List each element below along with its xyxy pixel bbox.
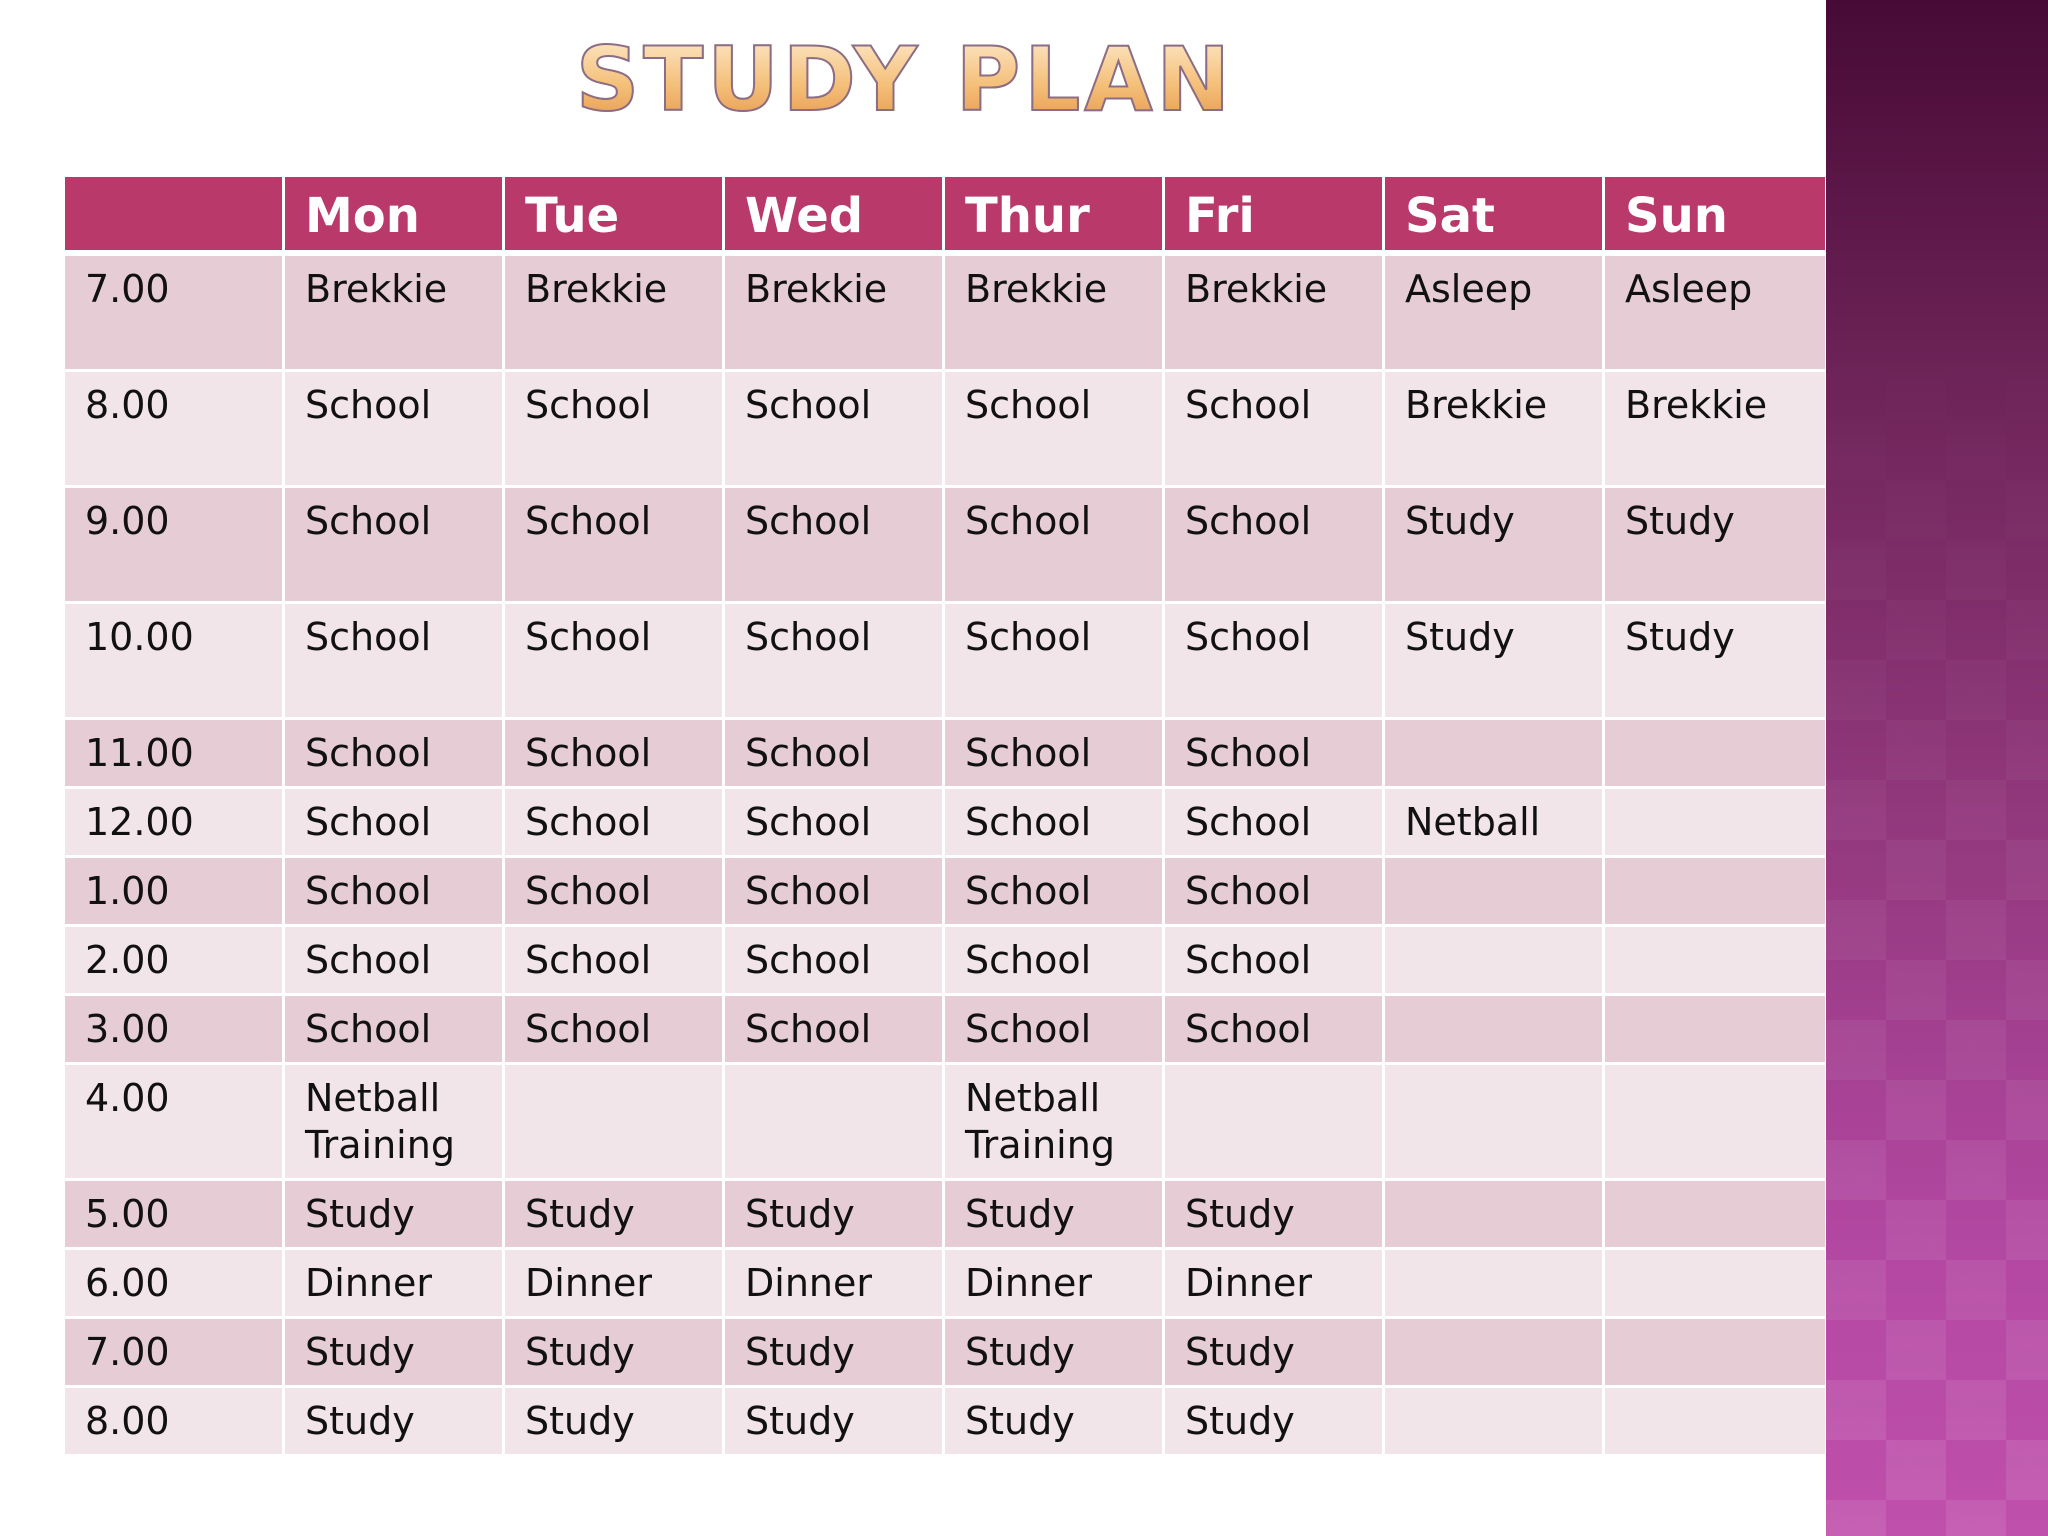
table-cell: School xyxy=(1165,858,1385,927)
page-title: STUDY PLAN xyxy=(0,36,1810,124)
table-cell xyxy=(725,1065,945,1181)
table-cell: Study xyxy=(725,1388,945,1457)
table-cell: School xyxy=(945,720,1165,789)
table-cell: Brekkie xyxy=(285,256,505,372)
table-cell: School xyxy=(725,858,945,927)
table-cell: Netball xyxy=(1385,789,1605,858)
table-cell xyxy=(1605,927,1825,996)
time-cell: 8.00 xyxy=(65,1388,285,1457)
table-cell: Brekkie xyxy=(1605,372,1825,488)
table-cell: Study xyxy=(945,1181,1165,1250)
table-cell: School xyxy=(505,720,725,789)
table-cell: Study xyxy=(1605,488,1825,604)
table-cell: School xyxy=(285,996,505,1065)
time-cell: 11.00 xyxy=(65,720,285,789)
table-cell: Brekkie xyxy=(1385,372,1605,488)
table-cell: School xyxy=(725,372,945,488)
table-cell: School xyxy=(945,927,1165,996)
table-cell xyxy=(1605,1181,1825,1250)
table-cell: School xyxy=(725,789,945,858)
header-cell-thur: Thur xyxy=(945,177,1165,256)
table-cell xyxy=(1385,996,1605,1065)
table-cell xyxy=(1385,927,1605,996)
table-cell: School xyxy=(945,604,1165,720)
table-cell: School xyxy=(505,858,725,927)
study-plan-table xyxy=(65,177,1824,1457)
table-cell: Study xyxy=(1165,1181,1385,1250)
table-cell: School xyxy=(1165,720,1385,789)
table-cell: School xyxy=(505,604,725,720)
time-cell: 7.00 xyxy=(65,1319,285,1388)
time-cell: 1.00 xyxy=(65,858,285,927)
table-cell xyxy=(1605,1388,1825,1457)
table-cell: Study xyxy=(725,1319,945,1388)
table-cell: School xyxy=(1165,996,1385,1065)
table-cell: Study xyxy=(945,1388,1165,1457)
table-cell: School xyxy=(285,720,505,789)
table-cell xyxy=(1605,720,1825,789)
table-cell xyxy=(1605,996,1825,1065)
table-cell xyxy=(1385,720,1605,789)
table-cell: School xyxy=(285,372,505,488)
header-cell-tue: Tue xyxy=(505,177,725,256)
table-cell: Dinner xyxy=(945,1250,1165,1319)
time-cell: 6.00 xyxy=(65,1250,285,1319)
table-cell xyxy=(1385,1181,1605,1250)
table-cell: School xyxy=(285,604,505,720)
table-cell xyxy=(1385,1250,1605,1319)
table-cell: School xyxy=(505,789,725,858)
table-cell: Dinner xyxy=(1165,1250,1385,1319)
table-cell: Study xyxy=(285,1388,505,1457)
table-cell: Study xyxy=(1165,1319,1385,1388)
table-cell: Brekkie xyxy=(725,256,945,372)
time-cell: 10.00 xyxy=(65,604,285,720)
table-cell: School xyxy=(1165,488,1385,604)
time-cell: 8.00 xyxy=(65,372,285,488)
table-cell: School xyxy=(945,488,1165,604)
time-cell: 12.00 xyxy=(65,789,285,858)
table-cell: Study xyxy=(725,1181,945,1250)
table-cell xyxy=(1605,1319,1825,1388)
table-cell: Netball Training xyxy=(285,1065,505,1181)
table-cell: School xyxy=(285,858,505,927)
table-cell: Study xyxy=(1385,604,1605,720)
table-cell: Study xyxy=(285,1181,505,1250)
table-cell: School xyxy=(725,604,945,720)
table-cell: Study xyxy=(1165,1388,1385,1457)
table-cell xyxy=(1605,1250,1825,1319)
table-cell xyxy=(1385,1065,1605,1181)
table-cell: School xyxy=(505,488,725,604)
table-cell: School xyxy=(945,858,1165,927)
table-cell: School xyxy=(505,927,725,996)
table-cell xyxy=(1605,1065,1825,1181)
table-cell: Study xyxy=(505,1388,725,1457)
table-cell: Dinner xyxy=(505,1250,725,1319)
table-cell: Dinner xyxy=(285,1250,505,1319)
table-cell xyxy=(1605,858,1825,927)
table-cell: School xyxy=(945,996,1165,1065)
table-cell: Study xyxy=(945,1319,1165,1388)
table-cell: School xyxy=(505,996,725,1065)
table-cell: Brekkie xyxy=(505,256,725,372)
table-cell: Study xyxy=(1605,604,1825,720)
table-cell: School xyxy=(1165,604,1385,720)
header-cell-sat: Sat xyxy=(1385,177,1605,256)
table-cell: School xyxy=(285,927,505,996)
time-cell: 4.00 xyxy=(65,1065,285,1181)
table-cell: Study xyxy=(1385,488,1605,604)
table-cell xyxy=(1385,858,1605,927)
table-cell: School xyxy=(285,789,505,858)
header-cell-corner xyxy=(65,177,285,256)
table-cell: School xyxy=(1165,372,1385,488)
table-cell: Study xyxy=(505,1181,725,1250)
header-cell-mon: Mon xyxy=(285,177,505,256)
table-cell: Dinner xyxy=(725,1250,945,1319)
time-cell: 5.00 xyxy=(65,1181,285,1250)
table-cell xyxy=(505,1065,725,1181)
decorative-side-panel xyxy=(1826,0,2048,1536)
table-cell xyxy=(1605,789,1825,858)
time-cell: 7.00 xyxy=(65,256,285,372)
table-cell: School xyxy=(725,996,945,1065)
table-cell: Brekkie xyxy=(945,256,1165,372)
header-cell-sun: Sun xyxy=(1605,177,1825,256)
table-cell: School xyxy=(945,372,1165,488)
table-cell: School xyxy=(945,789,1165,858)
table-cell xyxy=(1165,1065,1385,1181)
table-cell: School xyxy=(1165,927,1385,996)
table-cell: Asleep xyxy=(1605,256,1825,372)
table-cell xyxy=(1385,1319,1605,1388)
table-cell xyxy=(1385,1388,1605,1457)
table-cell: School xyxy=(725,927,945,996)
table-cell: Netball Training xyxy=(945,1065,1165,1181)
time-cell: 2.00 xyxy=(65,927,285,996)
header-cell-fri: Fri xyxy=(1165,177,1385,256)
diamond-pattern xyxy=(1826,0,2048,1536)
header-cell-wed: Wed xyxy=(725,177,945,256)
time-cell: 3.00 xyxy=(65,996,285,1065)
table-cell: School xyxy=(725,488,945,604)
table-cell: School xyxy=(285,488,505,604)
table-cell: School xyxy=(505,372,725,488)
table-cell: Study xyxy=(285,1319,505,1388)
table-cell: Asleep xyxy=(1385,256,1605,372)
table-cell: Study xyxy=(505,1319,725,1388)
table-cell: School xyxy=(1165,789,1385,858)
time-cell: 9.00 xyxy=(65,488,285,604)
table-cell: School xyxy=(725,720,945,789)
table-cell: Brekkie xyxy=(1165,256,1385,372)
